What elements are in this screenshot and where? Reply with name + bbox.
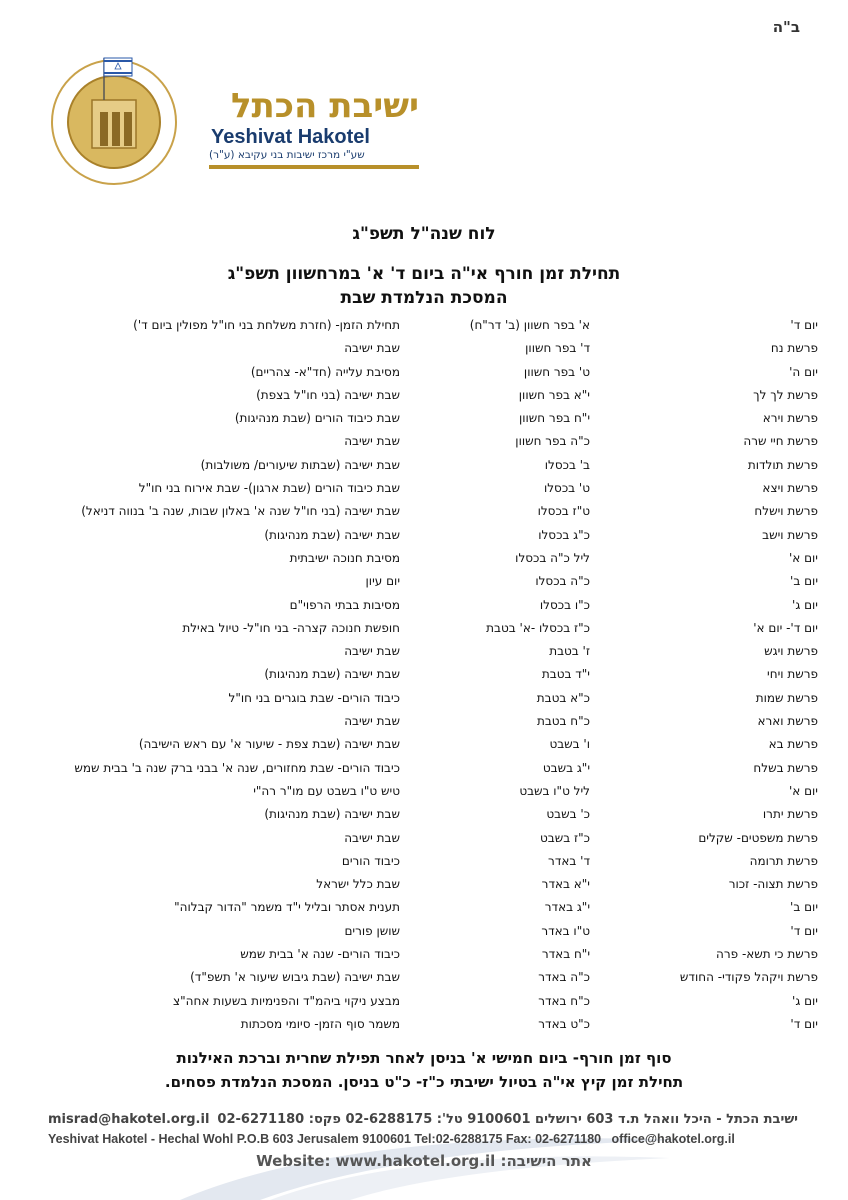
- row-event: מסיבות בבתי הרפוי"ם: [289, 597, 400, 612]
- row-day: יום ג': [792, 597, 818, 612]
- bh-mark: ב"ה: [772, 18, 800, 36]
- schedule-row: [0, 481, 848, 504]
- row-date: כ"ו בכסלו: [539, 597, 590, 612]
- row-event: שבת ישיבה (בני חו"ל בצפת): [256, 387, 400, 402]
- schedule-row: [0, 598, 848, 621]
- row-event: חופשת חנוכה קצרה- בני חו"ל- טיול באילת: [182, 620, 400, 635]
- row-day: פרשת וישב: [762, 527, 818, 542]
- schedule-row: [0, 388, 848, 411]
- row-event: שבת ישיבה (שבת גיבוש שיעור א' תשפ"ד): [190, 970, 400, 985]
- schedule-row: [0, 318, 848, 341]
- row-day: פרשת ויצא: [762, 481, 818, 496]
- row-day: פרשת וארא: [757, 714, 818, 729]
- row-event: שבת ישיבה (שבת צפת - שיעור א' עם ראש הישיבה): [138, 737, 400, 752]
- row-event: כיבוד הורים: [341, 853, 400, 868]
- row-event: תחילת הזמן- (חזרת משלחת בני חו"ל מפולין ביום ד'): [133, 318, 400, 332]
- row-event: שבת כיבוד הורים (שבת ארגון)- שבת אירוח בני חו"ל: [138, 481, 400, 496]
- logo-hebrew-name: ישיבת הכתל: [230, 86, 419, 126]
- row-day: פרשת בשלח: [753, 760, 818, 775]
- row-date: כ"ה בכסלו: [535, 574, 590, 589]
- row-event: כיבוד הורים- שנה א' בבית שמש: [240, 947, 400, 962]
- subtitle-line-2: המסכת הנלמדת שבת: [340, 288, 508, 308]
- row-day: פרשת וירא: [762, 411, 818, 426]
- row-event: יום עיון: [365, 574, 400, 589]
- row-day: יום ד': [790, 923, 818, 938]
- row-date: כ"ח באדר: [538, 993, 590, 1008]
- schedule-row: [0, 365, 848, 388]
- logo-english-name: Yeshivat Hakotel: [211, 126, 370, 148]
- row-date: ד' בפר חשוון: [525, 341, 590, 356]
- footer-email-1[interactable]: misrad@hakotel.org.il: [48, 1112, 210, 1127]
- schedule-row: [0, 504, 848, 527]
- row-day: יום ה': [789, 364, 818, 379]
- row-day: פרשת ויגש: [764, 644, 818, 659]
- schedule-row: [0, 714, 848, 737]
- row-day: פרשת כי תשא- פרה: [716, 947, 818, 962]
- row-date: ט' בכסלו: [543, 481, 590, 496]
- logo-divider: [209, 165, 419, 169]
- row-event: מסיבת חנוכה ישיבתית: [289, 550, 400, 565]
- row-event: שבת ישיבה (בני חו"ל שנה א' באלון שבות, שנה ב' בנווה דניאל): [81, 504, 400, 519]
- row-day: פרשת משפטים- שקלים: [698, 830, 818, 845]
- row-date: ט"ו באדר: [541, 923, 590, 938]
- row-event: שבת כלל ישראל: [316, 877, 400, 892]
- row-date: ו' בשבט: [549, 737, 590, 752]
- row-event: מבצע ניקוי ביהמ"ד והפנימיות בשעות אחה"צ: [173, 993, 400, 1008]
- row-date: כ"ז בשבט: [540, 830, 590, 845]
- footer-english-line: [48, 1132, 798, 1146]
- row-date: ט' בפר חשוון: [523, 364, 590, 379]
- schedule-row: [0, 458, 848, 481]
- logo-text-block: [209, 86, 419, 169]
- schedule-row: [0, 877, 848, 900]
- schedule-row: [0, 924, 848, 947]
- footer-website-label: אתר הישיבה:: [500, 1152, 592, 1170]
- footer-english-address: Yeshivat Hakotel - Hechal Wohl P.O.B 603 Jerusalem 9100601 Tel:02-6288175 Fax: 02-6271180: [48, 1132, 602, 1146]
- row-date: ב' בכסלו: [544, 457, 590, 472]
- row-day: פרשת תרומה: [749, 853, 818, 868]
- row-day: יום א': [788, 550, 818, 565]
- row-date: י"א באדר: [541, 877, 590, 892]
- row-day: פרשת וישלח: [754, 504, 818, 519]
- schedule-row: [0, 807, 848, 830]
- row-event: שבת ישיבה: [344, 644, 400, 659]
- summer-term-note: תחילת זמן קיץ אי"ה בטיול ישיבתי כ"ז- כ"ט בניסן. המסכת הנלמדת פסחים.: [164, 1073, 684, 1091]
- row-date: ט"ז בכסלו: [537, 504, 590, 519]
- row-event: טיש ט"ו בשבט עם מו"ר רה"י: [253, 783, 400, 798]
- schedule-row: [0, 831, 848, 854]
- row-date: כ' בשבט: [546, 807, 590, 822]
- row-event: תענית אסתר ובליל י"ד משמר "הדור קבלוה": [174, 900, 400, 915]
- row-day: פרשת לך לך: [753, 387, 818, 402]
- schedule-row: [0, 761, 848, 784]
- row-date: י"ג בשבט: [542, 760, 590, 775]
- page-title: לוח שנה"ל תשפ"ג: [352, 224, 496, 244]
- row-event: שבת ישיבה (שבתות שיעורים/ משולבות): [200, 457, 400, 472]
- row-day: פרשת נח: [770, 341, 818, 356]
- row-date: כ"ז בכסלו -א' בטבת: [486, 620, 590, 635]
- row-date: ליל כ"ה בכסלו: [515, 550, 590, 565]
- footer-email-2[interactable]: office@hakotel.org.il: [611, 1132, 735, 1146]
- schedule-row: [0, 621, 848, 644]
- row-day: פרשת תולדות: [747, 457, 818, 472]
- row-day: פרשת תצוה- זכור: [728, 877, 818, 892]
- row-event: שבת כיבוד הורים (שבת מנהיגות): [234, 411, 400, 426]
- yeshiva-logo: [44, 20, 419, 180]
- row-day: פרשת בא: [768, 737, 818, 752]
- row-date: י"א בפר חשוון: [518, 387, 590, 402]
- row-event: שבת ישיבה (שבת מנהיגות): [264, 527, 400, 542]
- seal-emblem-icon: [44, 50, 184, 190]
- row-day: פרשת ויקהל פקודי- החודש: [679, 970, 818, 985]
- row-event: משמר סוף הזמן- סיומי מסכתות: [240, 1016, 400, 1031]
- end-of-term-note: סוף זמן חורף- ביום חמישי א' בניסן לאחר תפילת שחרית וברכת האילנות: [176, 1049, 672, 1067]
- schedule-row: [0, 528, 848, 551]
- footer-website-link[interactable]: Website: www.hakotel.org.il: [256, 1152, 496, 1170]
- row-event: שבת ישיבה: [344, 341, 400, 356]
- row-day: פרשת יתרו: [762, 807, 818, 822]
- row-day: יום ד'- יום א': [753, 620, 818, 635]
- schedule-row: [0, 411, 848, 434]
- footer-hebrew-address: ישיבת הכתל - היכל וואהל ת.ד 603 ירושלים 9100601 טל': 02-6288175 פקס: 02-6271180: [217, 1112, 798, 1127]
- row-event: כיבוד הורים- שבת מחזורים, שנה א' בבני ברק שנה ב' בבית שמש: [74, 760, 400, 775]
- closing-notes: [0, 1046, 848, 1094]
- row-date: כ"ט באדר: [538, 1016, 590, 1031]
- row-day: יום ב': [790, 900, 818, 915]
- schedule-table: [0, 318, 848, 1040]
- row-date: י"ג באדר: [544, 900, 590, 915]
- schedule-row: [0, 1017, 848, 1040]
- page-subtitle: [0, 262, 848, 310]
- schedule-row: [0, 947, 848, 970]
- schedule-row: [0, 644, 848, 667]
- row-date: א' בפר חשוון (ב' דר"ח): [469, 318, 590, 332]
- row-event: שבת ישיבה: [344, 434, 400, 449]
- row-event: מסיבת עלייה (חד"א- צהריים): [250, 364, 400, 379]
- row-event: שבת ישיבה (שבת מנהיגות): [264, 807, 400, 822]
- row-day: יום ג': [792, 993, 818, 1008]
- row-date: כ"ח בטבת: [536, 714, 590, 729]
- schedule-row: [0, 737, 848, 760]
- row-day: פרשת חיי שרה: [743, 434, 818, 449]
- row-date: כ"ה באדר: [538, 970, 590, 985]
- row-day: יום ד': [790, 1016, 818, 1031]
- row-event: כיבוד הורים- שבת בוגרים בני חו"ל: [228, 690, 400, 705]
- schedule-row: [0, 574, 848, 597]
- row-event: שבת ישיבה (שבת מנהיגות): [264, 667, 400, 682]
- schedule-row: [0, 900, 848, 923]
- schedule-row: [0, 551, 848, 574]
- row-day: יום ב': [790, 574, 818, 589]
- row-date: ז' בטבת: [549, 644, 590, 659]
- row-date: ד' באדר: [548, 853, 590, 868]
- logo-subtitle: שע"י מרכז ישיבות בני עקיבא (ע"ר): [209, 149, 365, 161]
- schedule-row: [0, 784, 848, 807]
- row-event: שבת ישיבה: [344, 714, 400, 729]
- row-date: י"ח בפר חשוון: [518, 411, 590, 426]
- row-day: פרשת שמות: [755, 690, 818, 705]
- schedule-row: [0, 970, 848, 993]
- row-date: כ"ה בפר חשוון: [515, 434, 590, 449]
- row-day: יום ד': [790, 318, 818, 332]
- schedule-row: [0, 341, 848, 364]
- row-day: יום א': [788, 783, 818, 798]
- row-event: שבת ישיבה: [344, 830, 400, 845]
- row-date: כ"ג בכסלו: [538, 527, 590, 542]
- schedule-row: [0, 854, 848, 877]
- schedule-row: [0, 994, 848, 1017]
- row-date: י"ח באדר: [541, 947, 590, 962]
- row-date: כ"א בטבת: [536, 690, 590, 705]
- schedule-row: [0, 434, 848, 457]
- schedule-row: [0, 667, 848, 690]
- row-date: ליל ט"ו בשבט: [519, 783, 590, 798]
- row-event: שושן פורים: [344, 923, 400, 938]
- schedule-row: [0, 691, 848, 714]
- subtitle-line-1: תחילת זמן חורף אי"ה ביום ד' א' במרחשוון תשפ"ג: [227, 264, 621, 284]
- row-date: י"ד בטבת: [541, 667, 590, 682]
- row-day: פרשת ויחי: [767, 667, 818, 682]
- footer-website-line: [0, 1152, 848, 1170]
